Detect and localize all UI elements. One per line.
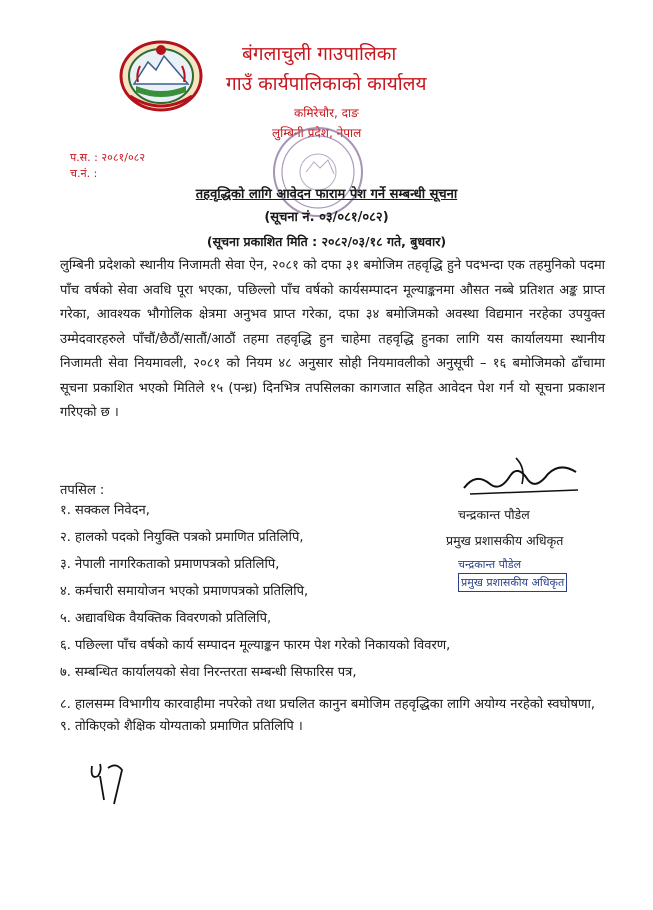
patra-sankhya: प.स. : २०८१/०८२ [70,151,146,164]
list-item: ६. पछिल्ला पाँच वर्षको कार्य सम्पादन मूल्याङ्कन फारम पेश गरेको निकायको विवरण, [60,638,451,653]
list-item: ५. अद्यावधिक वैयक्तिक विवरणको प्रतिलिपि, [60,611,272,626]
list-item: ९. तोकिएको शैक्षिक योग्यताको प्रमाणित प्रतिलिपि । [60,719,303,734]
tapsil-heading: तपसिल : [60,483,105,498]
notice-number: (सूचना नं. ०३/०८१/०८२) [264,210,389,225]
org-name: बंगलाचुली गाउपालिका [242,43,397,65]
list-item: ४. कर्मचारी समायोजन भएको प्रमाणपत्रको प्रतिलिपि, [60,584,309,599]
address-line-1: कमिरेचौर, दाङ [294,106,359,120]
list-item: ३. नेपाली नागरिकताको प्रमाणपत्रको प्रतिलिपि, [60,557,280,572]
list-item: ७. सम्बन्धित कार्यालयको सेवा निरन्तरता सम्बन्धी सिफारिस पत्र, [60,665,357,680]
list-item: १. सक्कल निवेदन, [60,503,150,518]
office-name: गाउँ कार्यपालिकाको कार्यालय [226,73,427,95]
notice-title: तहवृद्धिको लागि आवेदन फाराम पेश गर्ने सम्बन्धी सूचना [195,187,458,202]
publish-date: (सूचना प्रकाशित मिति : २०८२/०३/१८ गते, बुधवार) [206,234,447,249]
list-item: २. हालको पदको नियुक्ति पत्रको प्रमाणित प्रतिलिपि, [60,530,304,545]
address-line-2: लुम्बिनी प्रदेश, नेपाल [272,126,362,140]
signature-scribble-icon [456,454,586,504]
nepal-emblem-icon [118,36,204,114]
seal-name: चन्द्रकान्त पौडेल [458,558,522,571]
signatory-title: प्रमुख प्रशासकीय अधिकृत [446,533,564,548]
name-seal [458,556,592,594]
seal-title: प्रमुख प्रशासकीय अधिकृत [458,573,567,592]
signatory-name: चन्द्रकान्त पौडेल [458,507,530,522]
chalani-number: च.नं. : [70,167,98,180]
initials-scribble-icon [86,756,136,808]
list-item: ८. हालसम्म विभागीय कारवाहीमा नपरेको तथा प्रचलित कानुन बमोजिम तहवृद्धिका लागि अयोग्य नरहेको स्वघोषणा, [60,697,595,712]
notice-body: लुम्बिनी प्रदेशको स्थानीय निजामती सेवा ऐन, २०८१ को दफा ३१ बमोजिम तहवृद्धि हुने पदभन्दा एक तहमुनिको पदमा पाँच वर्षको सेवा अवधि पूरा भएका, पछिल्लो पाँच वर्षको कार्यसम्पादन मूल्याङ्कनमा औसत नब्बे प्रतिशत अङ्क प्राप्त गरेका, आवश्यक भौगोलिक क्षेत्रमा अनुभव प्राप्त गरेका, दफा ३४ बमोजिमको अवस्था विद्यमान नरहेका उपयुक्त उम्मेदवारहरुले पाँचौं/छैठौं/सातौं/आठौं तहमा तहवृद्धि हुन चाहेमा तहवृद्धि हुनका लागि यस कार्यालयमा स्थानीय निजामती सेवा नियमावली, २०८१ को नियम ४८ अनुसार सोही नियमावलीको अनुसूची – १६ बमोजिमको ढाँचामा सूचना प्रकाशित भएको मितिले १५ (पन्ध्र) दिनभित्र तपसिलका कागजात सहित आवेदन पेश गर्न यो सूचना प्रकाशन गरिएको छ । [60,258,605,420]
